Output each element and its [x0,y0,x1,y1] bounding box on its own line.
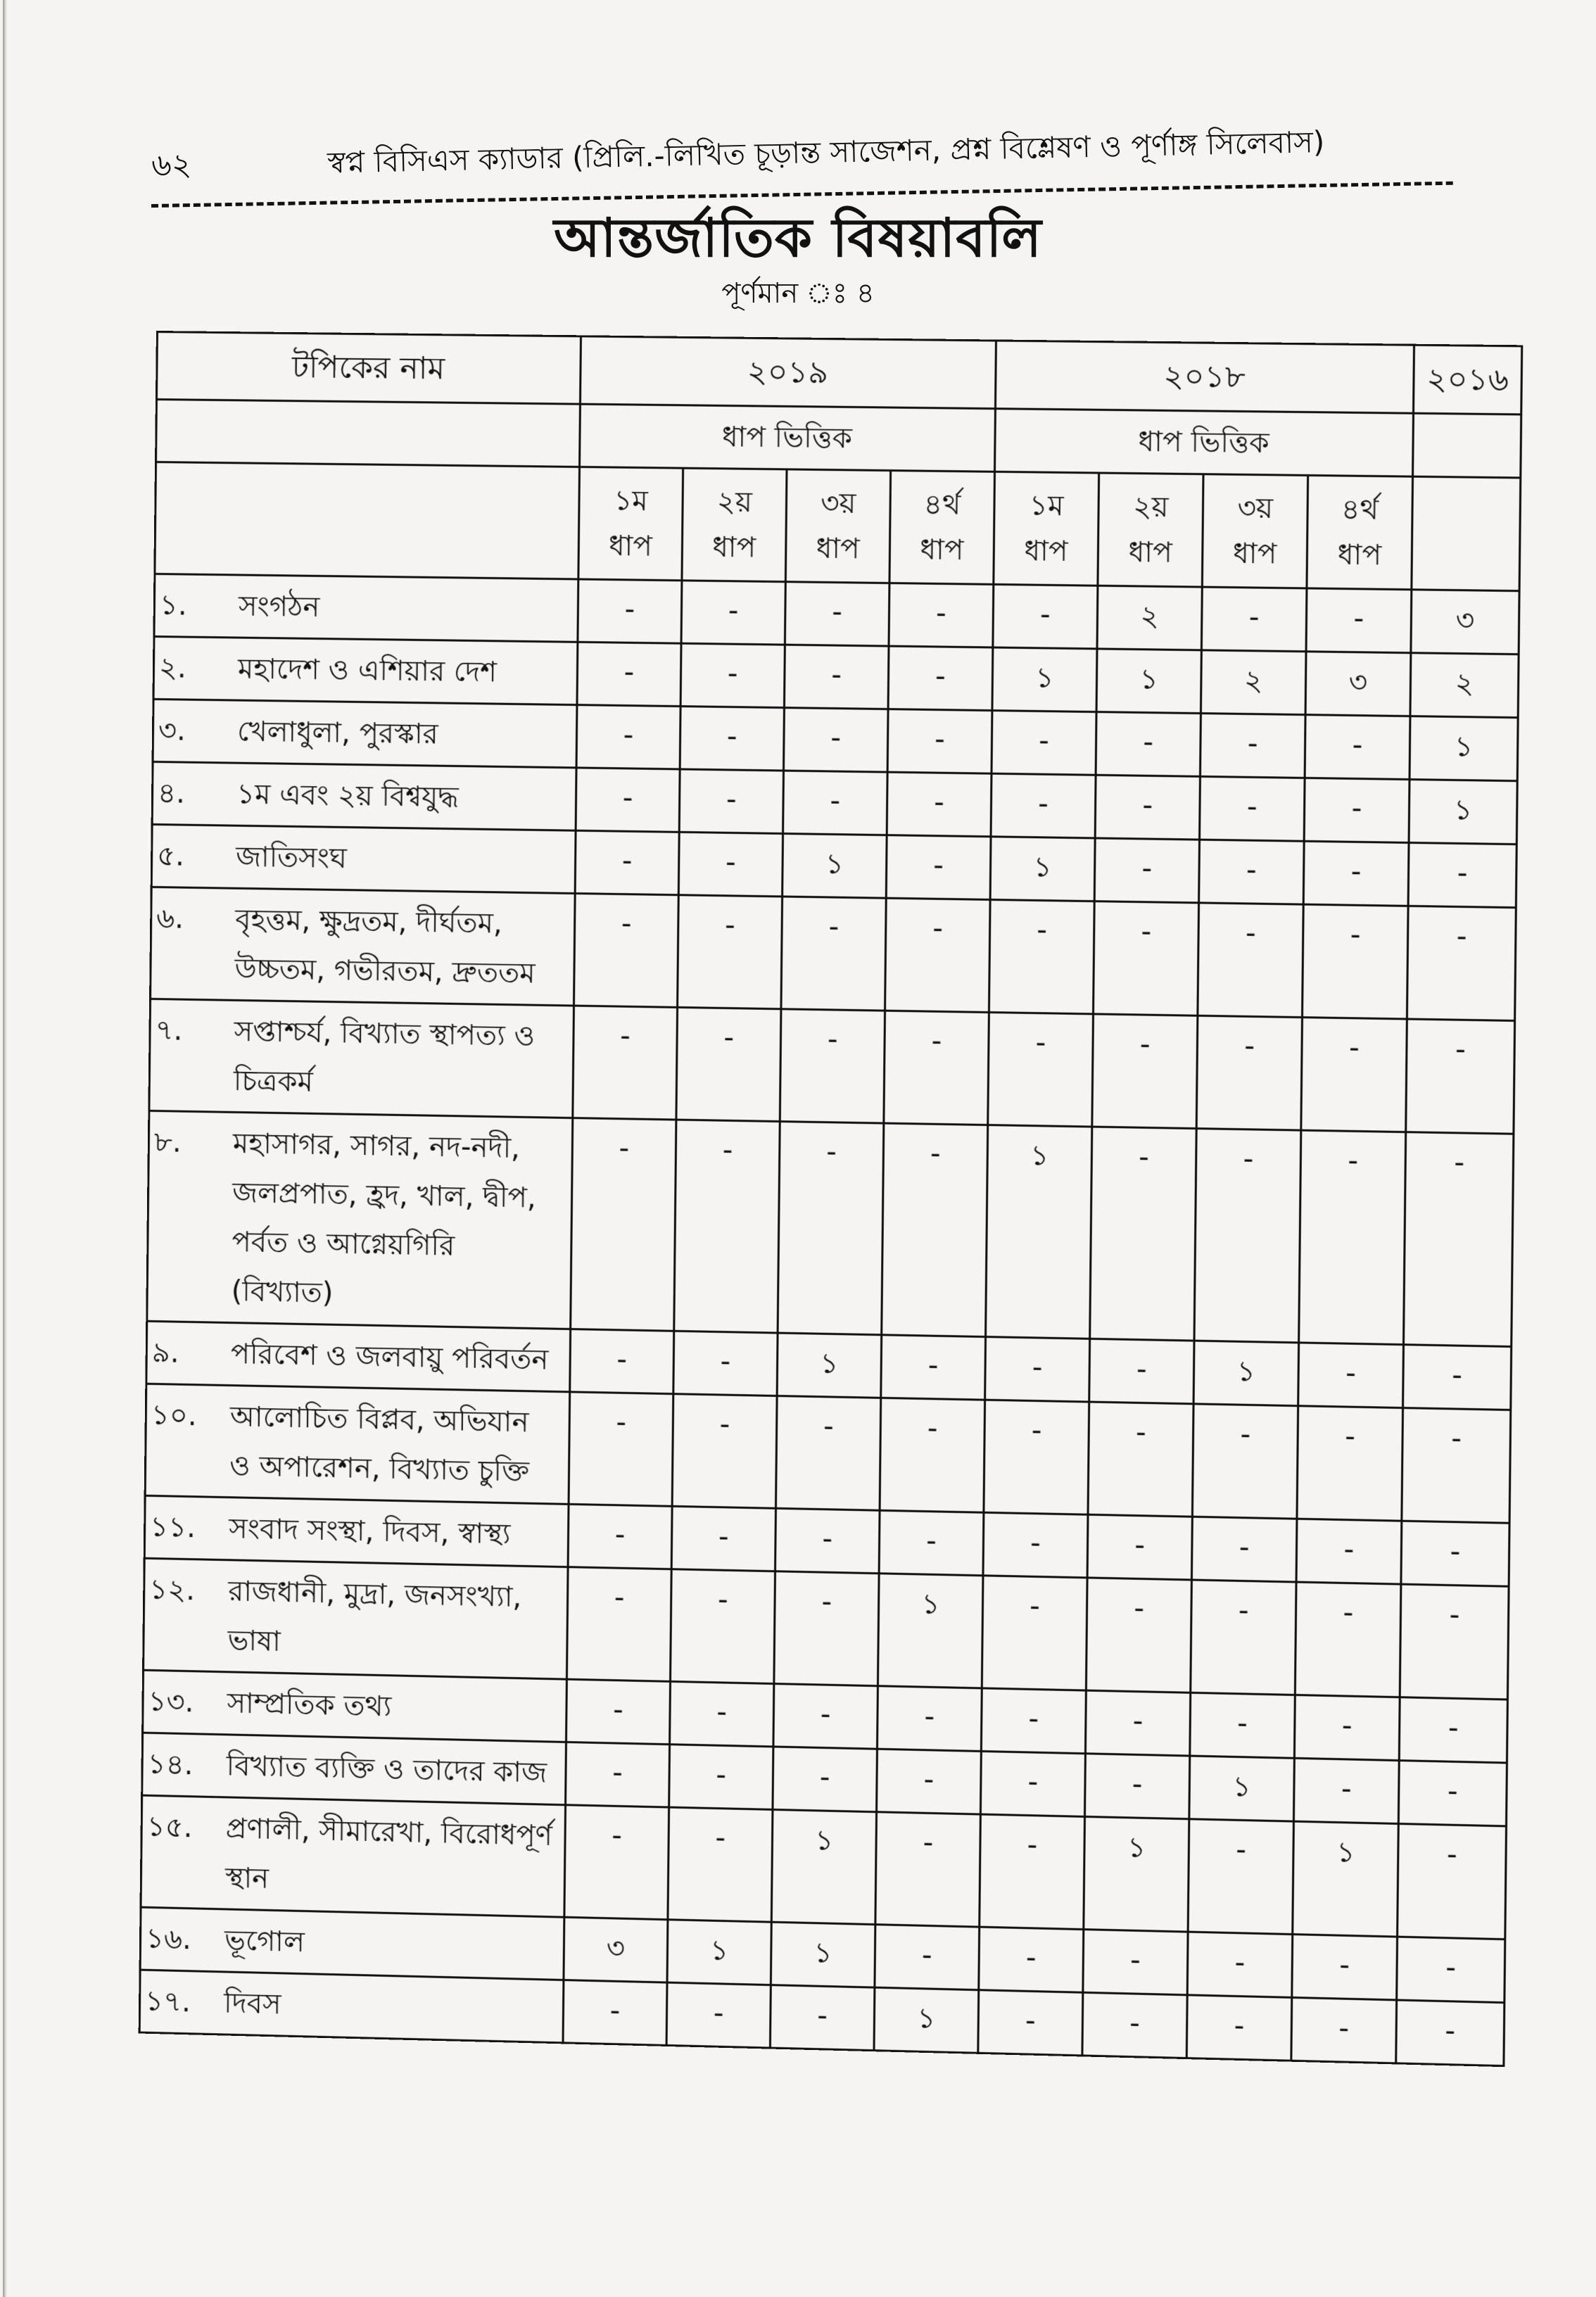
question-count-cell: - [1092,1014,1198,1129]
question-count-cell: - [571,1118,676,1331]
stage-word: ধাপ [608,529,652,563]
question-count-cell: - [783,771,888,835]
topic-number: ২. [158,652,186,685]
topic-number: ৬. [156,902,184,935]
question-count-cell: ১ [667,1920,771,1985]
question-count-cell: - [563,1980,667,2046]
question-count-cell: ২ [1201,650,1306,715]
question-count-cell: - [564,1805,669,1920]
question-count-cell: ১ [1410,716,1518,781]
question-count-cell: ৩ [564,1917,668,1982]
empty-header-cell [155,462,580,580]
header-row-stages [155,462,1521,591]
topic-name: সংবাদ সংস্থা, দিবস, স্বাস্থ্য [228,1512,511,1551]
table-row [151,887,1516,1020]
topic-cell [139,1970,564,2043]
running-header [147,117,1450,194]
question-count-cell: - [569,1392,673,1506]
empty-header-cell [1413,413,1521,478]
topic-cell [153,636,578,704]
stage-ordinal: ৪র্থ [1341,493,1379,526]
question-count-cell: - [1198,903,1303,1018]
question-count-cell: - [770,1985,875,2051]
question-count-cell: - [669,1745,773,1810]
question-count-cell: - [773,1684,878,1749]
question-count-cell: ১ [878,1574,983,1688]
question-count-cell: - [1088,1402,1193,1517]
topic-cell [154,574,578,642]
question-count-cell: ১ [992,647,1097,712]
question-count-cell: - [1305,715,1410,780]
question-count-cell: - [1398,1823,1507,1939]
full-marks: পূর্ণমান ঃ ৪ [721,277,875,310]
question-count-cell: - [673,1331,778,1396]
question-count-cell: - [1299,1130,1406,1345]
question-count-cell: - [1084,1754,1189,1819]
question-count-cell: - [774,1571,879,1686]
topic-analysis-table-wrapper [139,331,1521,2067]
question-count-cell: - [780,1009,885,1123]
topic-name: রাজধানী, মুদ্রা, জনসংখ্যা, ভাষা [227,1575,522,1658]
topic-cell [147,1110,573,1329]
question-count-cell: - [680,643,785,707]
question-count-cell: - [991,773,1096,838]
topic-number: ৪. [157,777,186,810]
question-count-cell: ১ [990,837,1095,901]
question-count-cell: - [1306,588,1412,653]
topic-number: ১৫. [146,1810,193,1844]
stage-ordinal: ৪র্থ [923,488,961,521]
year-header-2018: ২০১৮ [995,341,1414,413]
question-count-cell: - [1186,1995,1292,2061]
question-count-cell: - [880,1398,985,1512]
question-count-cell: - [980,1751,1085,1816]
question-count-cell: - [784,708,889,773]
question-count-cell: - [1295,1582,1401,1697]
topic-name: প্রণালী, সীমারেখা, বিরোধপূর্ণ স্থান [224,1812,553,1895]
table-body [139,574,1519,2065]
topic-cell [151,887,576,1006]
question-count-cell: - [1407,906,1516,1020]
topic-number: ১০. [151,1398,197,1433]
question-count-cell: - [888,646,993,711]
question-count-cell: - [1086,1578,1191,1692]
question-count-cell: - [785,582,889,646]
question-count-cell: ১ [874,1987,979,2053]
topic-cell [144,1495,569,1567]
question-count-cell: - [568,1504,672,1569]
question-count-cell: - [1301,1018,1407,1132]
stage-header [682,468,787,582]
question-count-cell: - [884,1011,989,1125]
stage-word: ধাপ [1232,537,1277,571]
question-count-cell: - [1298,1343,1404,1408]
topic-number: ৫. [156,840,185,873]
stage-basis-2018: ধাপ ভিত্তিক [995,409,1414,476]
topic-name: খেলাধুলা, পুরস্কার [236,715,438,751]
question-count-cell: - [578,579,682,643]
question-count-cell: - [1085,1690,1190,1756]
topic-cell [146,1321,571,1392]
topic-cell [153,699,577,767]
question-count-cell: - [1401,1521,1509,1586]
question-count-cell: - [1396,2000,1505,2066]
stage-header [785,469,890,583]
question-count-cell: ১ [1096,649,1201,714]
question-count-cell: - [1408,842,1516,907]
question-count-cell: - [775,1508,880,1573]
topic-name: বিখ্যাত ব্যক্তি ও তাদের কাজ [226,1749,547,1790]
stage-word: ধাপ [1128,536,1172,569]
stage-header [889,471,995,585]
question-count-cell: - [680,707,784,771]
topic-cell [144,1558,569,1679]
topic-cell [149,999,574,1118]
question-count-cell: ১ [986,1125,1092,1339]
question-count-cell: - [875,1812,981,1927]
question-count-cell: - [1303,904,1409,1019]
question-count-cell: - [886,835,991,900]
question-count-cell: ৩ [1305,652,1411,716]
topic-number: ১৭. [144,1985,191,2019]
question-count-cell: - [1400,1584,1509,1700]
topic-name: ভূগোল [224,1924,305,1959]
question-count-cell: - [877,1749,982,1814]
topic-number: ৮. [153,1126,182,1159]
question-count-cell: - [989,899,1094,1013]
question-count-cell: - [875,1925,980,1990]
year-header-2019: ২০১৯ [580,336,996,409]
stage-basis-2019: ধাপ ভিত্তিক [580,404,996,472]
question-count-cell: ১ [1293,1821,1399,1937]
topic-number: ১. [159,589,187,622]
question-count-cell: - [887,772,992,837]
topic-cell [143,1670,567,1742]
stage-header [578,467,683,580]
question-count-cell: - [1397,1937,1505,2003]
stage-word: ধাপ [1024,534,1068,569]
question-count-cell: - [678,895,783,1009]
topic-cell [141,1795,565,1917]
stage-ordinal: ২য় [1132,491,1169,524]
question-count-cell: - [566,1742,670,1807]
question-count-cell: ১ [771,1922,875,1987]
topic-name: ১ম এবং ২য় বিশ্বযুদ্ধ [236,778,460,814]
question-count-cell: - [882,1123,988,1337]
question-count-cell: - [1089,1339,1194,1404]
question-count-cell: - [1398,1761,1507,1826]
topic-number: ৩. [158,714,186,747]
topic-number: ৯. [151,1336,179,1369]
question-count-cell: - [1191,1580,1296,1695]
topic-name: জাতিসংঘ [235,840,348,875]
question-count-cell: - [1194,1129,1301,1343]
question-count-cell: - [671,1569,775,1684]
question-count-cell: - [879,1510,984,1576]
question-count-cell: - [573,1006,678,1120]
topic-number: ১৪. [147,1747,194,1782]
stage-header [1098,473,1203,587]
question-count-cell: - [980,1814,1085,1930]
question-count-cell: - [1095,775,1200,840]
question-count-cell: - [681,581,785,645]
table-row [147,1110,1514,1346]
question-count-cell: ১ [783,834,887,899]
question-count-cell: - [773,1747,878,1812]
question-count-cell: - [1082,1992,1187,2058]
question-count-cell: - [1087,1514,1192,1580]
topic-cell [145,1384,570,1504]
question-count-cell: - [678,832,783,897]
question-count-cell: - [988,1012,1094,1127]
question-count-cell: - [1192,1404,1298,1519]
topic-name: সাম্প্রতিক তথ্য [227,1687,392,1723]
question-count-cell: - [674,1120,780,1333]
question-count-cell: - [1404,1132,1514,1347]
topic-name: পরিবেশ ও জলবায়ু পরিবর্তন [230,1338,549,1377]
question-count-cell: - [784,645,889,709]
topic-name: সংগঠন [238,590,320,624]
question-count-cell: - [570,1329,674,1394]
question-count-cell: - [1094,838,1199,903]
question-count-cell: - [1200,776,1305,841]
topic-cell [140,1907,564,1980]
question-count-cell: - [576,768,680,832]
section-title: আন্তর্জাতিক বিষয়াবলি [554,206,1042,269]
stage-header [1202,474,1307,588]
question-count-cell: ২ [1097,586,1202,650]
question-count-cell: - [666,1982,771,2048]
question-count-cell: ১ [1409,780,1517,844]
topic-name: মহাদেশ ও এশিয়ার দেশ [237,652,498,689]
topic-number: ১৬. [145,1922,192,1956]
question-count-cell: - [1303,841,1409,906]
question-count-cell: - [1190,1692,1296,1758]
stage-ordinal: ১ম [1029,489,1064,523]
question-count-cell: - [781,897,886,1011]
question-count-cell: - [1196,1015,1302,1130]
question-count-cell: - [1292,1935,1398,2000]
question-count-cell: - [1304,778,1410,842]
stage-word: ধাপ [920,533,964,567]
question-count-cell: - [672,1394,777,1509]
question-count-cell: - [1187,1932,1293,1997]
question-count-cell: ১ [1084,1816,1189,1932]
question-count-cell: - [671,1506,775,1571]
question-count-cell: - [993,584,1098,649]
topic-analysis-table [139,331,1524,2067]
question-count-cell: - [1201,587,1307,652]
stage-header [994,472,1099,586]
page-binding-edge [3,0,7,2297]
question-count-cell: ৩ [1411,590,1519,654]
stage-ordinal: ৩য় [1237,491,1274,526]
question-count-cell: ১ [1189,1756,1295,1821]
question-count-cell: - [1191,1517,1297,1582]
question-count-cell: - [676,1007,781,1121]
question-count-cell: ১ [1193,1341,1299,1406]
empty-header-cell [1412,476,1521,591]
question-count-cell: ১ [771,1809,876,1924]
question-count-cell: - [1296,1519,1402,1584]
question-count-cell: - [566,1679,670,1745]
stage-word: ধাপ [816,532,860,566]
question-count-cell: - [982,1576,1087,1690]
question-count-cell: - [887,709,992,774]
question-count-cell: ২ [1410,653,1519,718]
page-number: ৬২ [151,146,192,184]
question-count-cell: - [575,830,679,895]
question-count-cell: - [775,1396,880,1511]
question-count-cell: - [1297,1406,1403,1521]
topic-number: ৭. [155,1014,183,1047]
question-count-cell: - [981,1688,1086,1754]
question-count-cell: - [1294,1695,1400,1760]
stage-word: ধাপ [711,531,756,564]
question-count-cell: - [574,894,678,1008]
topic-name: সপ্তাশ্চর্য, বিখ্যাত স্থাপত্য ও চিত্রকর্ম [233,1015,536,1099]
question-count-cell: - [984,1400,1089,1514]
book-title: স্বপ্ন বিসিএস ক্যাডার (প্রিলি.-লিখিত চূড়ান্ত সাজেশন, প্রশ্ন বিশ্লেষণ ও পূর্ণাঙ্গ সিলেবাস) [327,124,1325,180]
question-count-cell: - [979,1927,1084,1992]
stage-ordinal: ১ম [614,484,649,518]
topic-number: ১২. [149,1573,196,1607]
question-count-cell: - [978,1990,1083,2056]
stage-ordinal: ২য় [716,486,753,519]
stage-header [1307,475,1413,589]
topic-name: দিবস [223,1987,281,2021]
topic-name: মহাসাগর, সাগর, নদ-নদী, জলপ্রপাত, হ্রদ, খাল, দ্বীপ, পর্বত ও আগ্নেয়গিরি (বিখ্যাত) [231,1127,536,1310]
question-count-cell: - [670,1681,774,1747]
question-count-cell: - [577,642,681,706]
year-header-2016: ২০১৬ [1414,345,1522,415]
question-count-cell: - [992,711,1096,776]
question-count-cell: - [985,1337,1090,1402]
stage-word: ধাপ [1337,538,1382,572]
question-count-cell: - [885,898,991,1012]
question-count-cell: - [1291,1997,1397,2063]
question-count-cell: - [881,1335,986,1400]
question-count-cell: - [566,1567,671,1682]
question-count-cell: ১ [777,1333,882,1398]
topic-cell [152,761,576,830]
question-count-cell: - [1293,1758,1399,1823]
question-count-cell: - [1083,1930,1188,1995]
question-count-cell: - [576,705,680,769]
question-count-cell: - [889,583,994,647]
question-count-cell: - [1200,714,1305,778]
topic-number: ১৩. [148,1685,194,1719]
question-count-cell: - [1403,1345,1512,1410]
question-count-cell: - [1406,1019,1515,1134]
question-count-cell: - [1399,1697,1507,1763]
question-count-cell: - [1199,840,1305,904]
question-count-cell: - [668,1807,773,1922]
question-count-cell: - [983,1512,1088,1578]
stage-ordinal: ৩য় [820,487,856,520]
question-count-cell: - [679,769,783,834]
question-count-cell: - [1094,901,1199,1016]
question-count-cell: - [1402,1408,1511,1524]
question-count-cell: - [778,1122,884,1335]
empty-header-cell [156,400,581,467]
question-count-cell: - [1188,1819,1293,1935]
question-count-cell: - [1090,1127,1197,1341]
topic-name: আলোচিত বিপ্লব, অভিযান ও অপারেশন, বিখ্যাত চুক্তি [229,1400,530,1488]
topic-cell [142,1733,566,1805]
topic-number: ১১. [149,1510,196,1545]
topic-name-header: টপিকের নাম [156,332,581,405]
topic-cell [151,824,576,893]
question-count-cell: - [1096,712,1201,777]
question-count-cell: - [877,1686,982,1752]
topic-name: বৃহত্তম, ক্ষুদ্রতম, দীর্ঘতম, উচ্চতম, গভীরতম, দ্রুততম [234,903,536,990]
